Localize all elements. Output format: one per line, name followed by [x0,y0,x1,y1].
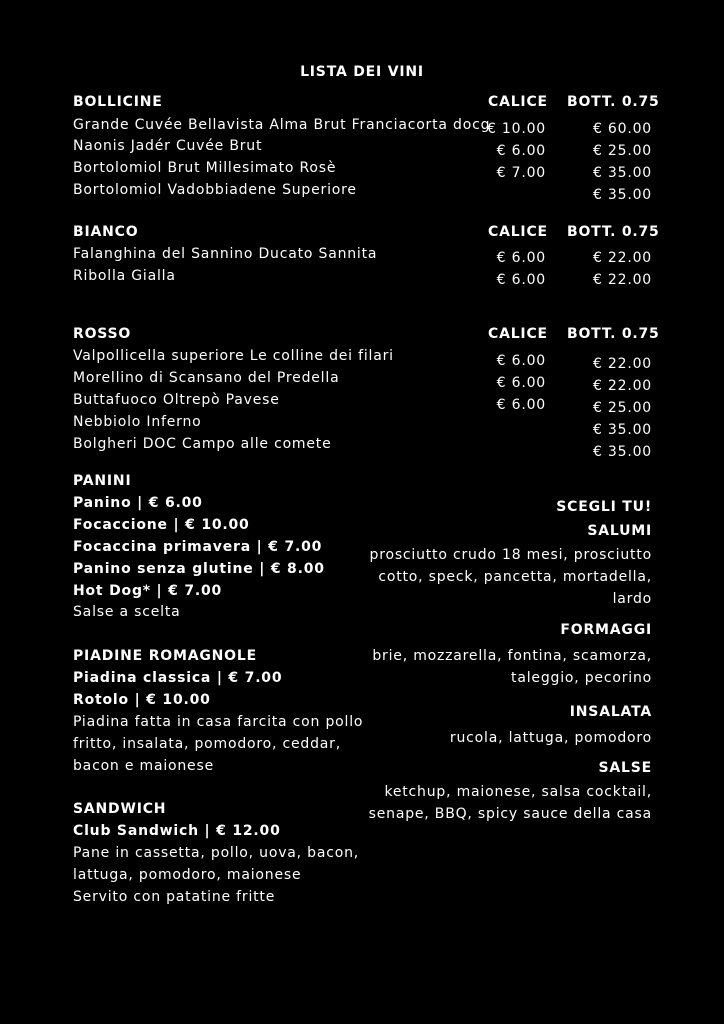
price-bott: € 22.00 [592,378,652,394]
wine-item: Ribolla Gialla [73,268,176,284]
menu-description: Piadina fatta in casa farcita con pollo [73,714,364,730]
option-text: lardo [612,591,652,607]
menu-item: Rotolo | € 10.00 [73,692,211,708]
price-calice: € 6.00 [496,272,546,288]
price-bott: € 35.00 [592,422,652,438]
wine-item: Buttafuoco Oltrepò Pavese [73,392,280,408]
menu-item: Focaccione | € 10.00 [73,517,250,533]
wine-item: Valpollicella superiore Le colline dei filari [73,348,394,364]
section-title-sandwich: SANDWICH [73,801,167,817]
header-bott: BOTT. 0.75 [567,94,660,110]
option-text: ketchup, maionese, salsa cocktail, [384,784,652,800]
subsection-title-formaggi: FORMAGGI [560,622,652,638]
section-title-scegli: SCEGLI TU! [556,499,652,515]
section-title-bianco: BIANCO [73,224,139,240]
price-calice: € 6.00 [496,375,546,391]
menu-description: Pane in cassetta, pollo, uova, bacon, [73,845,360,861]
section-title-rosso: ROSSO [73,326,132,342]
header-calice: CALICE [488,326,548,342]
wine-item: Bolgheri DOC Campo alle comete [73,436,332,452]
price-bott: € 22.00 [592,250,652,266]
wine-item: Morellino di Scansano del Predella [73,370,340,386]
price-bott: € 35.00 [592,444,652,460]
price-bott: € 25.00 [592,400,652,416]
section-title-piadine: PIADINE ROMAGNOLE [73,648,257,664]
header-bott: BOTT. 0.75 [567,326,660,342]
wine-item: Nebbiolo Inferno [73,414,202,430]
menu-item: Panino senza glutine | € 8.00 [73,561,325,577]
header-bott: BOTT. 0.75 [567,224,660,240]
section-title-bollicine: BOLLICINE [73,94,163,110]
option-text: cotto, speck, pancetta, mortadella, [378,569,652,585]
header-calice: CALICE [488,94,548,110]
subsection-title-salumi: SALUMI [587,523,652,539]
price-bott: € 60.00 [592,121,652,137]
price-calice: € 6.00 [496,397,546,413]
option-text: senape, BBQ, spicy sauce della casa [368,806,652,822]
price-bott: € 35.00 [592,187,652,203]
section-title-panini: PANINI [73,473,132,489]
price-bott: € 22.00 [592,356,652,372]
price-bott: € 25.00 [592,143,652,159]
menu-description: bacon e maionese [73,758,214,774]
page-title: LISTA DEI VINI [300,64,424,80]
menu-item: Hot Dog* | € 7.00 [73,583,223,599]
price-calice: € 7.00 [496,165,546,181]
option-text: rucola, lattuga, pomodoro [449,730,652,746]
option-text: brie, mozzarella, fontina, scamorza, [372,648,652,664]
price-calice: € 10.00 [486,121,546,137]
menu-item: Panino | € 6.00 [73,495,203,511]
price-calice: € 6.00 [496,143,546,159]
menu-note: Salse a scelta [73,604,181,620]
price-calice: € 6.00 [496,353,546,369]
wine-item: Bortolomiol Brut Millesimato Rosè [73,160,337,176]
menu-item: Piadina classica | € 7.00 [73,670,283,686]
option-text: prosciutto crudo 18 mesi, prosciutto [369,547,652,563]
menu-description: Servito con patatine fritte [73,889,276,905]
wine-item: Naonis Jadér Cuvée Brut [73,138,263,154]
wine-item: Bortolomiol Vadobbiadene Superiore [73,182,357,198]
price-bott: € 35.00 [592,165,652,181]
subsection-title-insalata: INSALATA [569,704,652,720]
subsection-title-salse: SALSE [598,760,652,776]
menu-item: Club Sandwich | € 12.00 [73,823,281,839]
wine-item: Grande Cuvée Bellavista Alma Brut Franciacorta docg [73,117,491,133]
price-bott: € 22.00 [592,272,652,288]
option-text: taleggio, pecorino [511,670,652,686]
menu-description: lattuga, pomodoro, maionese [73,867,302,883]
menu-description: fritto, insalata, pomodoro, ceddar, [73,736,341,752]
menu-item: Focaccina primavera | € 7.00 [73,539,323,555]
header-calice: CALICE [488,224,548,240]
wine-item: Falanghina del Sannino Ducato Sannita [73,246,378,262]
price-calice: € 6.00 [496,250,546,266]
